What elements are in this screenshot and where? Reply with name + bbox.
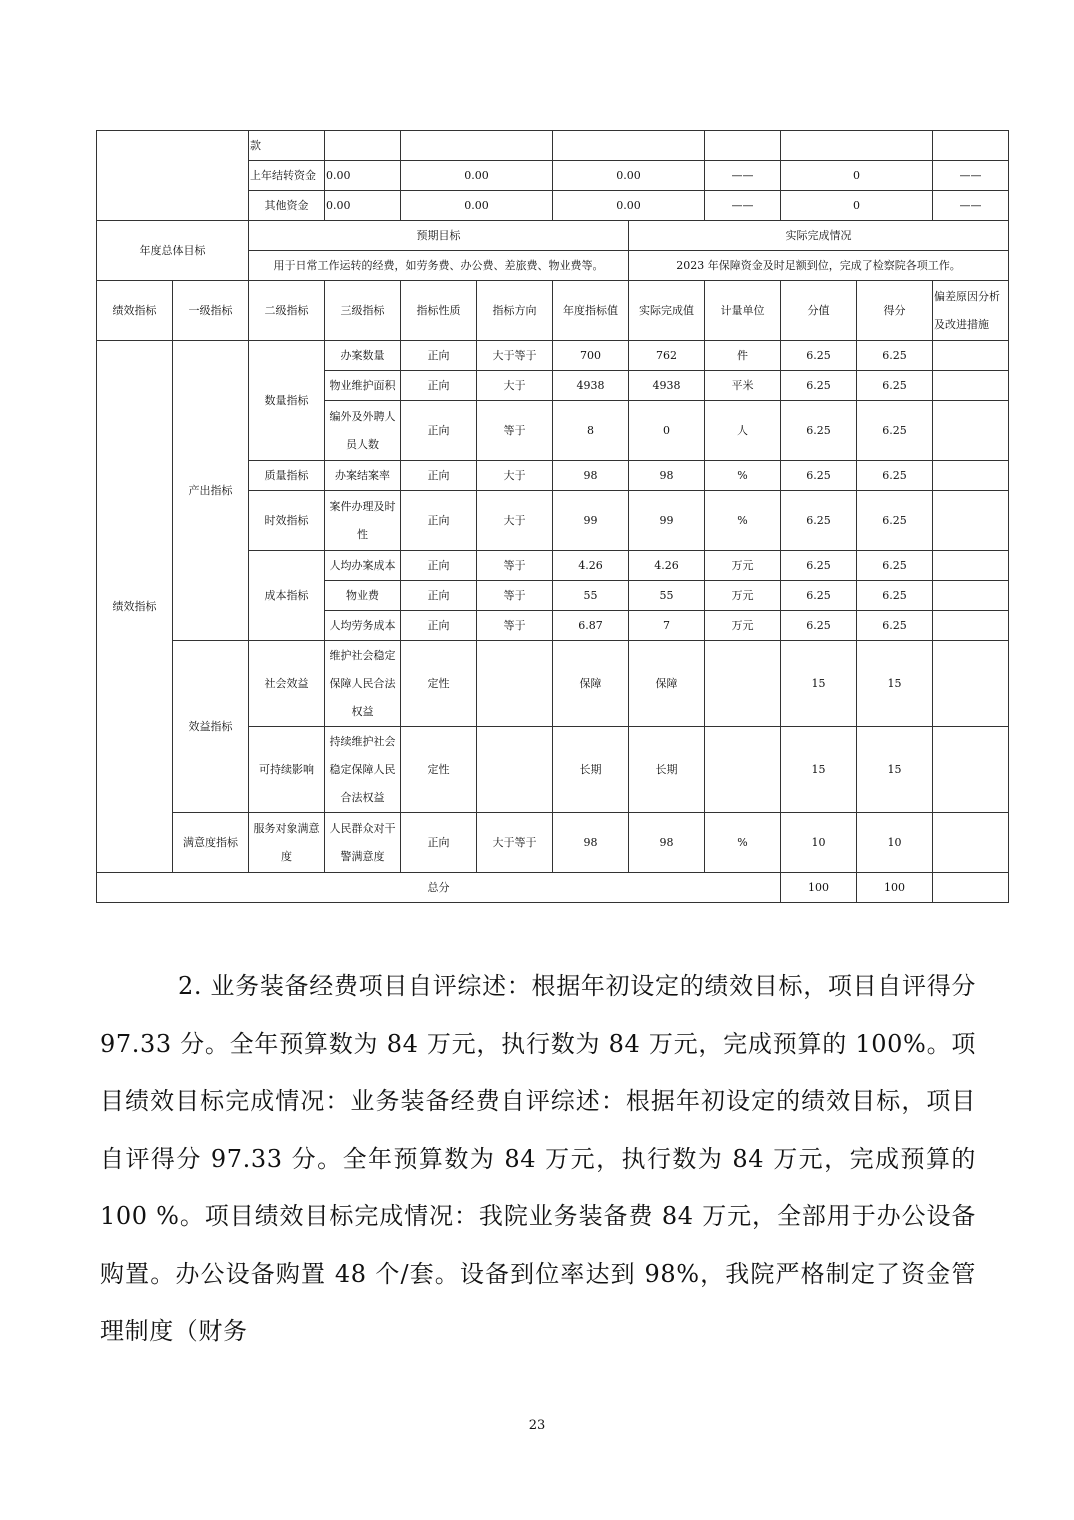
table-row: 效益指标 社会效益 维护社会稳定保障人民合法权益 定性 保障 保障 15 15: [97, 641, 1009, 727]
level0-label: 绩效指标: [97, 341, 173, 873]
body-paragraph: 2. 业务装备经费项目自评综述：根据年初设定的绩效目标，项目自评得分 97.33 分。全年预算数为 84 万元，执行数为 84 万元，完成预算的 100%。项目绩效目标完成情况：业务装备经费自评综述：根据年初设定的绩效目标，项目自评得分 97.33 分。全年预算数为 84 万元，执行数为 84 万元，完成预算的 100 %。项目绩效目标完成情况：我院业务装备费 84 万元，全部用于办公设备购置。办公设备购置 48 个/套。设备到位率达到 98%，我院严格制定了资金管理制度（财务: [100, 972, 976, 1345]
level2-timeliness: 时效指标: [249, 491, 325, 551]
level2-quantity: 数量指标: [249, 341, 325, 461]
page-number: 23: [528, 1418, 546, 1433]
table-row: 绩效指标 产出指标 数量指标 办案数量 正向 大于等于 700 762 件 6.25 6.25: [97, 341, 1009, 371]
col-header: 年度指标值: [553, 281, 629, 341]
col-header: 分值: [781, 281, 857, 341]
total-row: [97, 873, 1009, 903]
level2-service: 服务对象满意度: [249, 813, 325, 873]
col-header: 计量单位: [705, 281, 781, 341]
total-got: 100: [857, 873, 933, 903]
other-funds-row: 其他资金 0.00 0.00 0.00 —— 0 ——: [97, 191, 1009, 221]
carryover-row: 上年结转资金 0.00 0.00 0.00 —— 0 ——: [97, 161, 1009, 191]
table-row: 满意度指标 服务对象满意度 人民群众对干警满意度 正向 大于等于 98 98 % 10 10: [97, 813, 1009, 873]
table-row: 时效指标 案件办理及时性 正向 大于 99 99 % 6.25 6.25: [97, 491, 1009, 551]
level1-output: 产出指标: [173, 341, 249, 641]
prev-row-label: 款: [249, 131, 325, 161]
level2-quality: 质量指标: [249, 461, 325, 491]
table-row: 物业费 正向 等于 55 55 万元 6.25 6.25: [97, 581, 1009, 611]
level2-sustain: 可持续影响: [249, 727, 325, 813]
actual-status-header: 实际完成情况: [629, 221, 1009, 251]
table-row: 人均劳务成本 正向 等于 6.87 7 万元 6.25 6.25: [97, 611, 1009, 641]
level1-satisfaction: 满意度指标: [173, 813, 249, 873]
col-header: 得分: [857, 281, 933, 341]
col-header: 指标性质: [401, 281, 477, 341]
total-score: 100: [781, 873, 857, 903]
col-header: 偏差原因分析及改进措施: [933, 281, 1009, 341]
col-header: 三级指标: [325, 281, 401, 341]
level1-benefit: 效益指标: [173, 641, 249, 813]
annual-goal-label: 年度总体目标: [97, 221, 249, 281]
performance-table: [96, 130, 1009, 903]
table-row: 成本指标 人均办案成本 正向 等于 4.26 4.26 万元 6.25 6.25: [97, 551, 1009, 581]
level2-social: 社会效益: [249, 641, 325, 727]
col-header: 一级指标: [173, 281, 249, 341]
table-row: 物业维护面积 正向 大于 4938 4938 平米 6.25 6.25: [97, 371, 1009, 401]
level2-cost: 成本指标: [249, 551, 325, 641]
col-header: 二级指标: [249, 281, 325, 341]
carryover-label: 上年结转资金: [249, 161, 325, 191]
expected-goal-text: 用于日常工作运转的经费，如劳务费、办公费、差旅费、物业费等。: [249, 251, 629, 281]
col-header: 实际完成值: [629, 281, 705, 341]
other-funds-label: 其他资金: [249, 191, 325, 221]
funding-blank-cell: [97, 131, 249, 221]
col-header: 绩效指标: [97, 281, 173, 341]
expected-goal-header: 预期目标: [249, 221, 629, 251]
table-header-row: [97, 281, 1009, 341]
table-row: 质量指标 办案结案率 正向 大于 98 98 % 6.25 6.25: [97, 461, 1009, 491]
table-row: 可持续影响 持续维护社会稳定保障人民合法权益 定性 长期 长期 15 15: [97, 727, 1009, 813]
total-label: 总分: [97, 873, 781, 903]
col-header: 指标方向: [477, 281, 553, 341]
actual-status-text: 2023 年保障资金及时足额到位，完成了检察院各项工作。: [629, 251, 1009, 281]
table-row: 编外及外聘人员人数 正向 等于 8 0 人 6.25 6.25: [97, 401, 1009, 461]
